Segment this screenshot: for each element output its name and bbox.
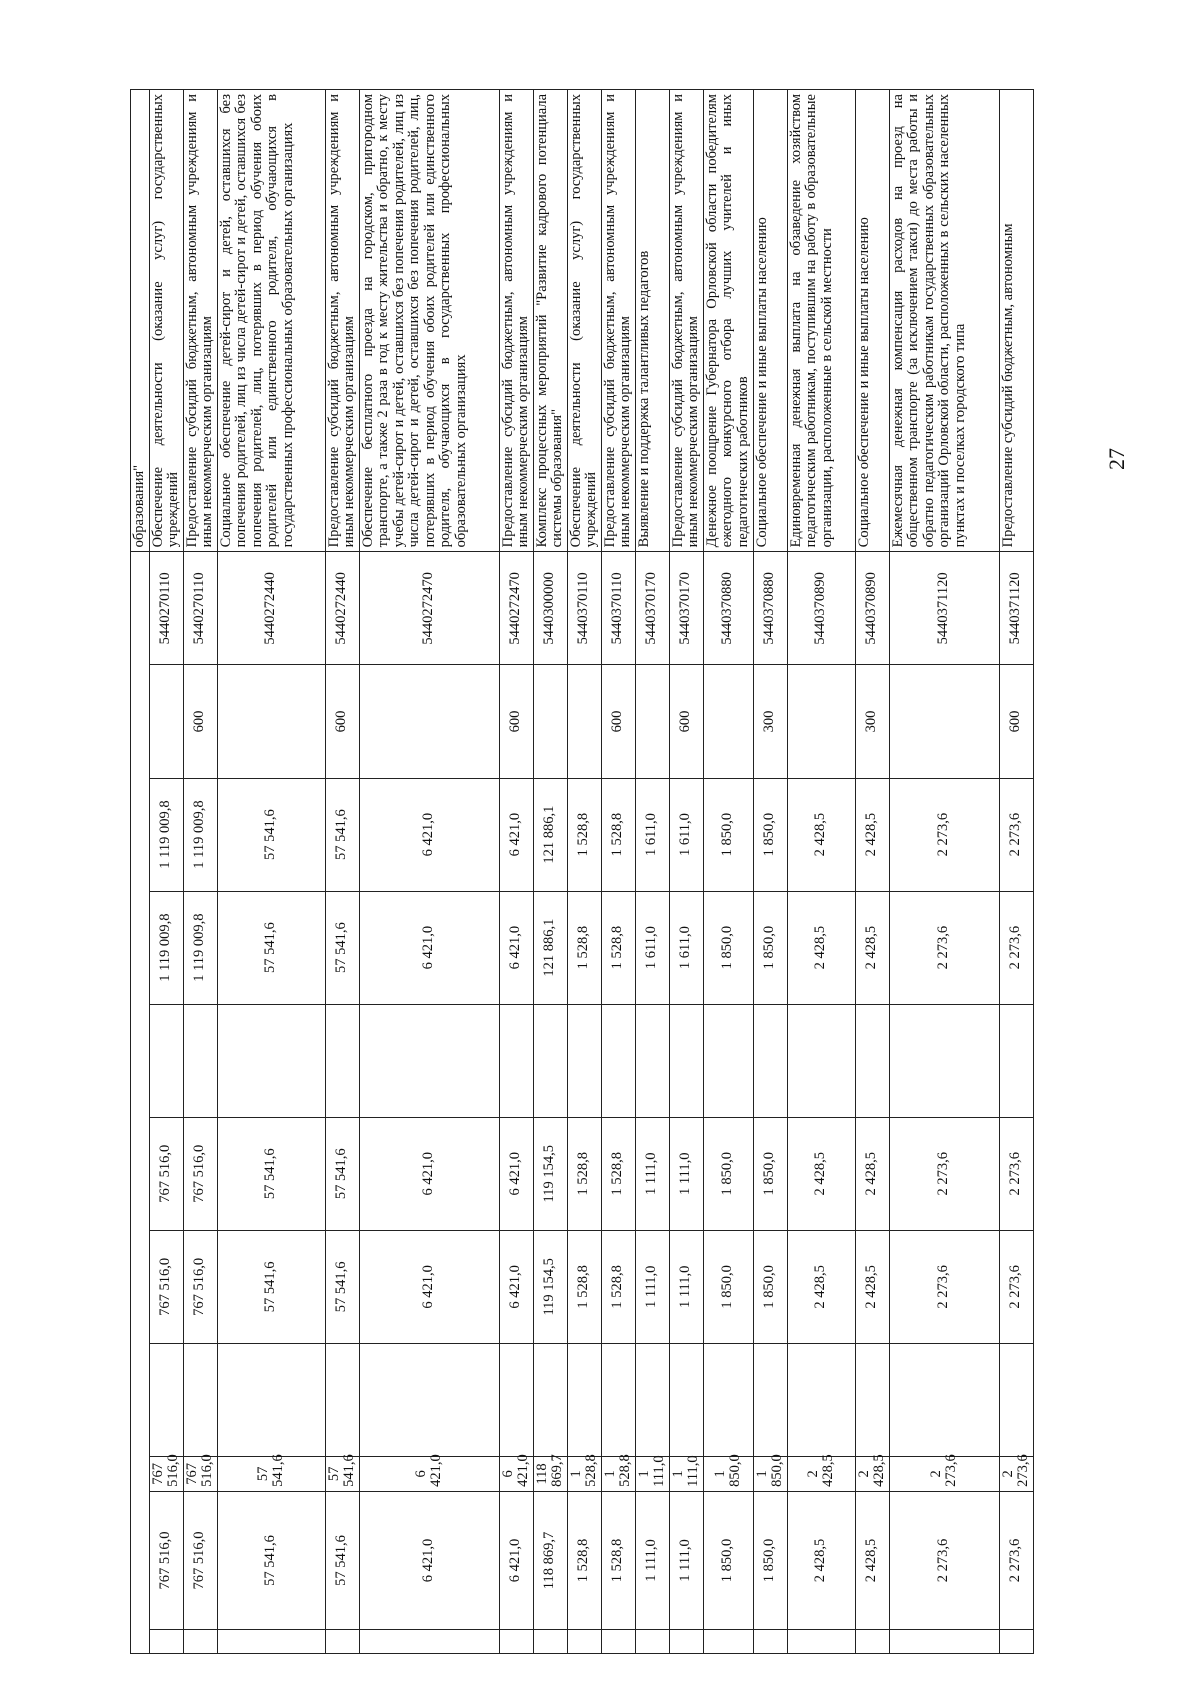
row-name: Выявление и поддержка талантливых педагогов (635, 90, 669, 552)
value-cell: 118 869,7 (533, 1456, 567, 1491)
table-row (533, 90, 567, 1654)
row-name: Социальное обеспечение и иные выплаты населению (753, 90, 787, 552)
value-cell: 1 119 009,8 (149, 778, 183, 891)
rotated-budget-table-frame (130, 89, 1080, 1654)
row-name: образования" (131, 90, 150, 552)
value-cell: 1 850,0 (703, 1456, 753, 1491)
expense-type-cell: 600 (325, 665, 359, 778)
value-cell (533, 1343, 567, 1456)
value-cell: 1 528,8 (601, 1117, 635, 1230)
value-cell: 6 421,0 (359, 1491, 499, 1629)
value-cell (999, 1343, 1033, 1456)
expense-type-cell: 600 (669, 665, 703, 778)
row-extra-cell (855, 1630, 889, 1654)
target-code-cell: 5440370890 (787, 552, 855, 665)
value-cell: 57 541,6 (325, 891, 359, 1004)
value-cell: 6 421,0 (359, 778, 499, 891)
value-cell: 1 528,8 (567, 1117, 601, 1230)
value-cell: 2 428,5 (787, 891, 855, 1004)
value-cell: 1 850,0 (753, 891, 787, 1004)
value-cell (703, 1343, 753, 1456)
table-row (601, 90, 635, 1654)
value-cell: 2 273,6 (999, 1230, 1033, 1343)
row-name: Единовременная денежная выплата на обзаведение хозяйством педагогическим работникам, поступившим на работу в образовательные организации, расположенные в сельской местности (787, 90, 855, 552)
value-cell: 57 541,6 (217, 1456, 325, 1491)
value-cell: 767 516,0 (149, 1456, 183, 1491)
value-cell: 57 541,6 (217, 891, 325, 1004)
table-row (359, 90, 499, 1654)
row-name: Обеспечение деятельности (оказание услуг) государственных учреждений (149, 90, 183, 552)
row-extra-cell (635, 1630, 669, 1654)
value-cell: 1 111,0 (669, 1456, 703, 1491)
value-cell: 57 541,6 (325, 778, 359, 891)
table-row (183, 90, 217, 1654)
expense-type-cell (703, 665, 753, 778)
value-cell: 6 421,0 (359, 891, 499, 1004)
expense-type-cell: 600 (499, 665, 533, 778)
value-cell (149, 1343, 183, 1456)
value-cell: 57 541,6 (325, 1230, 359, 1343)
value-cell (703, 1004, 753, 1117)
expense-type-cell (149, 665, 183, 778)
row-name: Предоставление субсидий бюджетным, автономным учреждениям и иным некоммерческим организациям (499, 90, 533, 552)
value-cell (753, 1004, 787, 1117)
target-code-cell: 5440300000 (533, 552, 567, 665)
table-row (131, 90, 150, 1654)
page-number: 27 (1104, 448, 1129, 470)
value-cell (499, 1004, 533, 1117)
value-cell: 767 516,0 (149, 1230, 183, 1343)
table-row (787, 90, 855, 1654)
row-name: Обеспечение бесплатного проезда на городском, пригородном транспорте, а также 2 раза в год к месту жительства и обратно, к месту учебы детей-сирот и детей, оставшихся без попечения родителей, лиц из числа детей-сирот и детей, оставшихся без попечения родителей, лиц, потерявших в период обучения обоих родителей или единственного родителя, обучающихся в государственных профессиональных образовательных организациях (359, 90, 499, 552)
target-code-cell: 5440272440 (325, 552, 359, 665)
value-cell: 1 850,0 (753, 1491, 787, 1629)
value-cell (889, 1343, 999, 1456)
value-cell: 1 528,8 (601, 1491, 635, 1629)
row-name: Предоставление субсидий бюджетным, автономным учреждениям и иным некоммерческим организациям (601, 90, 635, 552)
value-cell (149, 1004, 183, 1117)
target-code-cell: 5440272440 (217, 552, 325, 665)
table-row (567, 90, 601, 1654)
table-row (149, 90, 183, 1654)
value-cell (533, 1004, 567, 1117)
row-extra-cell (533, 1630, 567, 1654)
row-extra-cell (183, 1630, 217, 1654)
table-body (131, 90, 1034, 1654)
value-cell: 2 428,5 (855, 1456, 889, 1491)
table-row (753, 90, 787, 1654)
value-cell: 1 528,8 (601, 778, 635, 891)
value-cell: 2 273,6 (999, 1117, 1033, 1230)
value-cell: 2 428,5 (787, 1456, 855, 1491)
value-cell (635, 1004, 669, 1117)
target-code-cell: 5440370110 (567, 552, 601, 665)
target-code-cell: 5440370170 (669, 552, 703, 665)
value-cell (567, 1004, 601, 1117)
value-cell: 1 850,0 (703, 891, 753, 1004)
value-cell: 767 516,0 (183, 1117, 217, 1230)
table-row (855, 90, 889, 1654)
target-code-cell: 5440272470 (359, 552, 499, 665)
value-cell: 1 528,8 (567, 1456, 601, 1491)
value-cell: 121 886,1 (533, 891, 567, 1004)
target-code-cell: 5440272470 (499, 552, 533, 665)
row-name: Денежное поощрение Губернатора Орловской области победителям ежегодного конкурсного отбора лучших учителей и иных педагогических работников (703, 90, 753, 552)
value-cell: 2 273,6 (999, 1491, 1033, 1629)
value-cell: 121 886,1 (533, 778, 567, 891)
value-cell: 57 541,6 (325, 1456, 359, 1491)
value-cell: 6 421,0 (499, 1456, 533, 1491)
row-name: Комплекс процессных мероприятий "Развитие кадрового потенциала системы образования" (533, 90, 567, 552)
value-cell: 57 541,6 (217, 1491, 325, 1629)
value-cell (787, 1004, 855, 1117)
value-cell: 2 273,6 (999, 778, 1033, 891)
expense-type-cell (533, 665, 567, 778)
row-name: Социальное обеспечение и иные выплаты населению (855, 90, 889, 552)
value-cell (601, 1343, 635, 1456)
table-row (999, 90, 1033, 1654)
expense-type-cell: 300 (753, 665, 787, 778)
value-cell (183, 1343, 217, 1456)
value-cell: 6 421,0 (499, 891, 533, 1004)
value-cell: 1 111,0 (669, 1230, 703, 1343)
value-cell: 57 541,6 (325, 1117, 359, 1230)
table-row (325, 90, 359, 1654)
table-row (217, 90, 325, 1654)
value-cell (635, 1343, 669, 1456)
value-cell: 1 111,0 (669, 1117, 703, 1230)
value-cell: 2 273,6 (889, 1491, 999, 1629)
value-cell (855, 1343, 889, 1456)
value-cell: 2 273,6 (889, 1230, 999, 1343)
value-cell: 767 516,0 (149, 1117, 183, 1230)
value-cell: 1 111,0 (635, 1456, 669, 1491)
value-cell: 1 850,0 (753, 1117, 787, 1230)
value-cell: 119 154,5 (533, 1230, 567, 1343)
value-cell: 6 421,0 (359, 1117, 499, 1230)
target-code-cell: 5440371120 (999, 552, 1033, 665)
value-cell (601, 1004, 635, 1117)
row-extra-cell (787, 1630, 855, 1654)
expense-type-cell (359, 665, 499, 778)
value-cell (359, 1343, 499, 1456)
value-cell (217, 1004, 325, 1117)
value-cell: 1 850,0 (753, 778, 787, 891)
value-cell: 1 119 009,8 (149, 891, 183, 1004)
value-cell (359, 1004, 499, 1117)
value-cell: 57 541,6 (217, 1117, 325, 1230)
value-cell: 2 428,5 (855, 778, 889, 891)
value-cell: 1 850,0 (703, 778, 753, 891)
table-row (889, 90, 999, 1654)
value-cell: 118 869,7 (533, 1491, 567, 1629)
value-cell: 1 119 009,8 (183, 891, 217, 1004)
table-row (635, 90, 669, 1654)
value-cell: 57 541,6 (217, 1230, 325, 1343)
target-code-cell: 5440371120 (889, 552, 999, 665)
value-cell (889, 1004, 999, 1117)
value-cell (855, 1004, 889, 1117)
value-cell: 6 421,0 (499, 778, 533, 891)
value-cell (499, 1343, 533, 1456)
row-name: Предоставление субсидий бюджетным, автономным учреждениям и иным некоммерческим организациям (183, 90, 217, 552)
table-row (669, 90, 703, 1654)
table-row (703, 90, 753, 1654)
value-cell (325, 1343, 359, 1456)
value-cell: 2 428,5 (787, 1491, 855, 1629)
target-code-cell: 5440370880 (753, 552, 787, 665)
row-name: Ежемесячная денежная компенсация расходов на проезд на общественном транспорте (за исключением такси) до места работы и обратно педагогическим работникам государственных образовательных организаций Орловской области, расположенных в сельских населенных пунктах и поселках городского типа (889, 90, 999, 552)
value-cell: 1 111,0 (635, 1491, 669, 1629)
value-cell: 1 111,0 (635, 1230, 669, 1343)
value-cell: 2 428,5 (787, 1117, 855, 1230)
value-cell: 1 611,0 (635, 891, 669, 1004)
value-cell: 1 528,8 (601, 1456, 635, 1491)
value-cell: 1 119 009,8 (183, 778, 217, 891)
value-cell: 1 528,8 (567, 1230, 601, 1343)
row-extra-cell (889, 1630, 999, 1654)
value-cell: 57 541,6 (217, 778, 325, 891)
target-code-cell: 5440270110 (149, 552, 183, 665)
value-cell: 2 273,6 (999, 891, 1033, 1004)
target-code-cell: 5440370880 (703, 552, 753, 665)
value-cell: 1 528,8 (567, 778, 601, 891)
value-cell: 6 421,0 (499, 1230, 533, 1343)
value-cell (999, 1004, 1033, 1117)
value-cell: 1 111,0 (635, 1117, 669, 1230)
value-cell (217, 1343, 325, 1456)
value-cell (183, 1004, 217, 1117)
target-code-cell: 5440370890 (855, 552, 889, 665)
expense-type-cell (787, 665, 855, 778)
row-name: Предоставление субсидий бюджетным, автономным учреждениям и иным некоммерческим организациям (325, 90, 359, 552)
expense-type-cell: 600 (999, 665, 1033, 778)
value-cell (567, 1343, 601, 1456)
target-code-cell: 5440370110 (601, 552, 635, 665)
value-cell: 1 528,8 (567, 1491, 601, 1629)
value-cell (753, 1343, 787, 1456)
budget-table (130, 89, 1034, 1654)
value-cell: 2 273,6 (889, 1456, 999, 1491)
row-extra-cell (669, 1630, 703, 1654)
row-name: Предоставление субсидий бюджетным, автономным (999, 90, 1033, 552)
value-cell: 1 611,0 (635, 778, 669, 891)
value-cell: 6 421,0 (359, 1230, 499, 1343)
expense-type-cell (567, 665, 601, 778)
value-cell: 2 273,6 (889, 778, 999, 891)
value-cell: 1 850,0 (703, 1117, 753, 1230)
row-extra-cell (217, 1630, 325, 1654)
value-cell: 2 428,5 (855, 1491, 889, 1629)
value-cell: 767 516,0 (183, 1491, 217, 1629)
value-cell: 2 428,5 (855, 1230, 889, 1343)
expense-type-cell (889, 665, 999, 778)
row-extra-cell (601, 1630, 635, 1654)
value-cell: 1 611,0 (669, 891, 703, 1004)
value-cell: 2 428,5 (855, 1117, 889, 1230)
row-extra-cell (325, 1630, 359, 1654)
value-cell: 1 528,8 (601, 1230, 635, 1343)
value-cell: 1 850,0 (703, 1491, 753, 1629)
row-extra-cell (567, 1630, 601, 1654)
target-code-cell: 5440370170 (635, 552, 669, 665)
expense-type-cell: 300 (855, 665, 889, 778)
row-extra-cell (499, 1630, 533, 1654)
row-extra-cell (703, 1630, 753, 1654)
expense-type-cell: 600 (183, 665, 217, 778)
value-cell: 1 850,0 (753, 1456, 787, 1491)
value-cell: 6 421,0 (499, 1491, 533, 1629)
row-name: Социальное обеспечение детей-сирот и детей, оставшихся без попечения родителей, лиц из числа детей-сирот и детей, оставшихся без попечения родителей, лиц, потерявших в период обучения обоих родителей или единственного родителя, обучающихся в государственных профессиональных образовательных организациях (217, 90, 325, 552)
value-cell: 767 516,0 (183, 1456, 217, 1491)
row-extra-cell (753, 1630, 787, 1654)
value-cell: 767 516,0 (183, 1230, 217, 1343)
value-cell: 2 273,6 (889, 1117, 999, 1230)
value-cell: 1 111,0 (669, 1491, 703, 1629)
value-cell: 2 428,5 (787, 1230, 855, 1343)
value-cell: 2 428,5 (855, 891, 889, 1004)
value-cell (669, 1343, 703, 1456)
row-name: Обеспечение деятельности (оказание услуг) государственных учреждений (567, 90, 601, 552)
value-cell: 1 850,0 (753, 1230, 787, 1343)
row-extra-cell (149, 1630, 183, 1654)
value-cell: 6 421,0 (359, 1456, 499, 1491)
value-cell: 1 528,8 (601, 891, 635, 1004)
value-cell: 1 611,0 (669, 778, 703, 891)
value-cell: 57 541,6 (325, 1491, 359, 1629)
value-cell (787, 1343, 855, 1456)
value-cell: 119 154,5 (533, 1117, 567, 1230)
value-cell: 6 421,0 (499, 1117, 533, 1230)
value-cell (325, 1004, 359, 1117)
value-cell (669, 1004, 703, 1117)
table-row (499, 90, 533, 1654)
value-cell: 1 528,8 (567, 891, 601, 1004)
expense-type-cell (635, 665, 669, 778)
value-cell: 1 850,0 (703, 1230, 753, 1343)
row-name: Предоставление субсидий бюджетным, автономным учреждениям и иным некоммерческим организациям (669, 90, 703, 552)
value-cell: 767 516,0 (149, 1491, 183, 1629)
expense-type-cell (217, 665, 325, 778)
value-cell: 2 273,6 (999, 1456, 1033, 1491)
target-code-cell: 5440270110 (183, 552, 217, 665)
value-cell: 2 428,5 (787, 778, 855, 891)
expense-type-cell: 600 (601, 665, 635, 778)
row-extra-cell (359, 1630, 499, 1654)
row-extra-cell (999, 1630, 1033, 1654)
value-cell: 2 273,6 (889, 891, 999, 1004)
